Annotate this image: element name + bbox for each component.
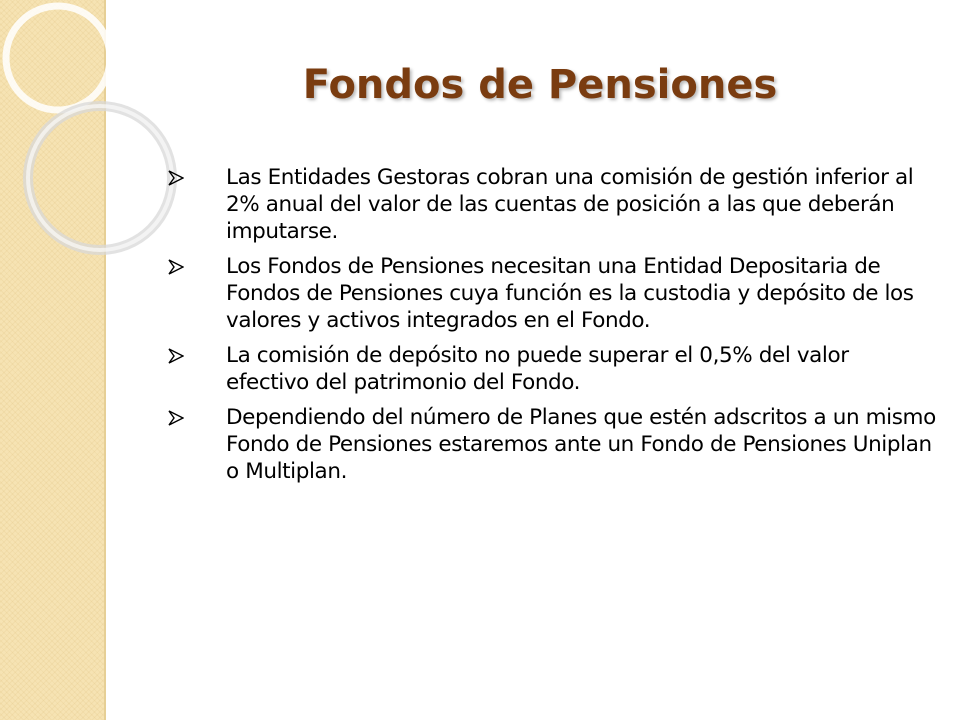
bullet-item: [168, 404, 938, 485]
bullet-list: [168, 164, 938, 493]
arrowhead-bullet-icon: [168, 259, 184, 275]
bullet-text: Dependiendo del número de Planes que estén adscritos a un mismo Fondo de Pensiones estaremos ante un Fondo de Pensiones Uniplan o Multiplan.: [226, 405, 936, 484]
bullet-item: [168, 253, 938, 334]
slide-title: Fondos de Pensiones: [302, 62, 778, 108]
arrowhead-bullet-icon: [168, 170, 184, 186]
arrowhead-bullet-icon: [168, 410, 184, 426]
arrowhead-bullet-icon: [168, 348, 184, 364]
bullet-text: Los Fondos de Pensiones necesitan una Entidad Depositaria de Fondos de Pensiones cuya función es la custodia y depósito de los valores y activos integrados en el Fondo.: [226, 254, 914, 333]
bullet-item: [168, 342, 938, 396]
bullet-text: Las Entidades Gestoras cobran una comisión de gestión inferior al 2% anual del valor de las cuentas de posición a las que deberán imputarse.: [226, 165, 914, 244]
upper-ring: [6, 6, 110, 110]
lower-ring-inner: [28, 106, 172, 250]
bullet-text: La comisión de depósito no puede superar el 0,5% del valor efectivo del patrimonio del Fondo.: [226, 343, 849, 395]
bullet-item: [168, 164, 938, 245]
